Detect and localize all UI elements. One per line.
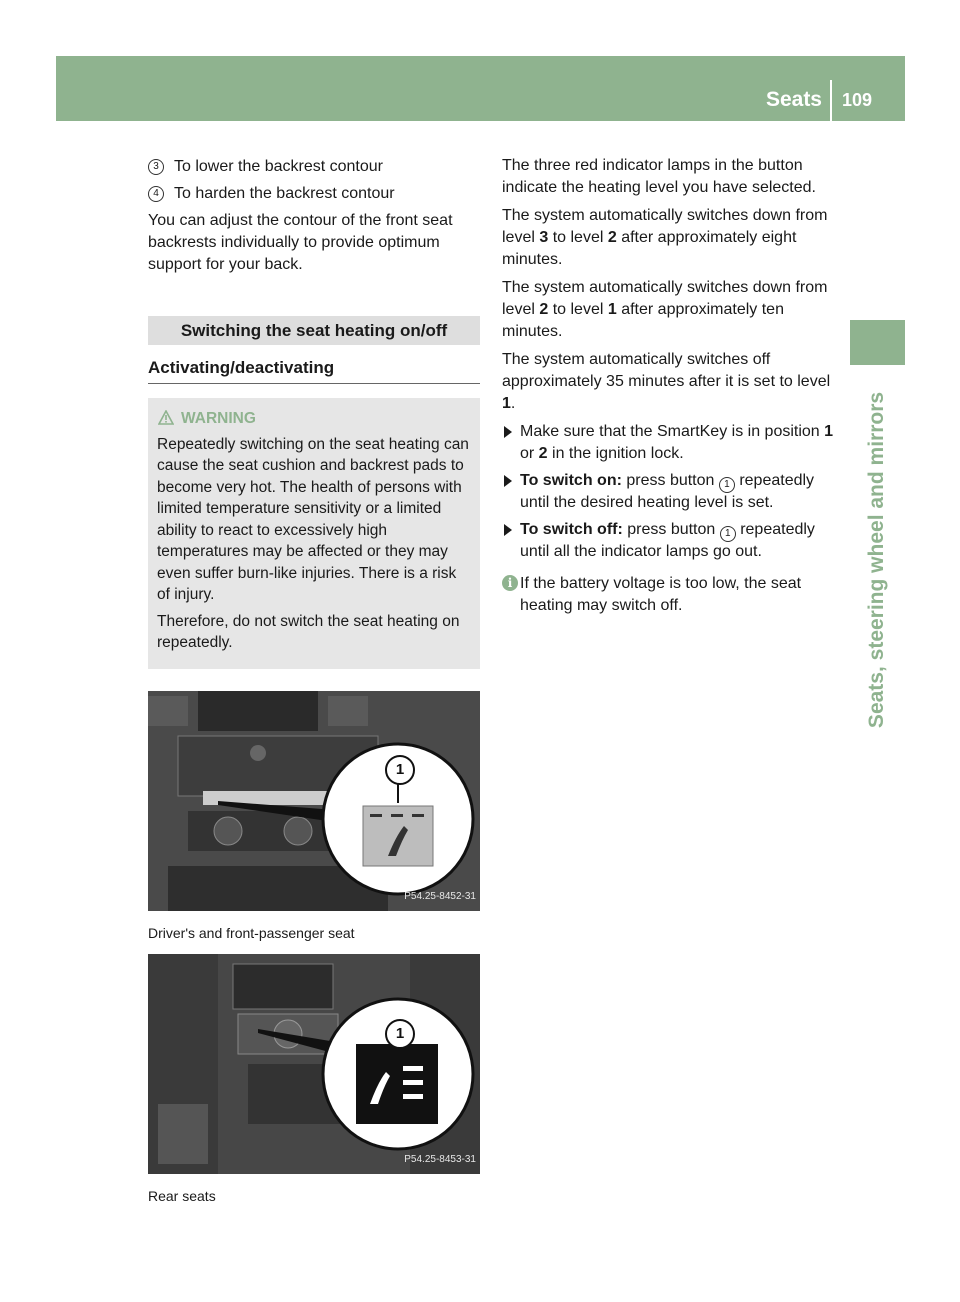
- item-marker: 3: [148, 159, 164, 175]
- item-marker: 1: [720, 526, 736, 542]
- info-icon: i: [502, 575, 518, 591]
- dashboard-illustration: [148, 691, 480, 911]
- text-span: The system automatically switches down from level: [502, 279, 828, 318]
- warning-box: [148, 398, 480, 669]
- paragraph: [502, 205, 837, 271]
- figure-caption: Driver's and front-passenger seat: [148, 924, 355, 941]
- callout-marker: 1: [385, 755, 415, 785]
- warning-label: WARNING: [181, 410, 256, 427]
- position-value: 2: [538, 445, 548, 462]
- position-value: 1: [824, 423, 834, 440]
- level-value: 1: [502, 395, 511, 412]
- instruction-step: [502, 519, 837, 563]
- text-span: after approximately eight minutes.: [502, 229, 797, 268]
- photo-code: P54.25-8452-31: [404, 890, 476, 902]
- step-label: To switch off:: [520, 521, 623, 538]
- text-span: in the ignition lock.: [547, 445, 684, 462]
- left-column: [148, 156, 480, 1207]
- info-text: If the battery voltage is too low, the seat heating may switch off.: [520, 575, 802, 614]
- figure-caption: Rear seats: [148, 1187, 216, 1204]
- text-span: repeatedly until the desired heating level is set.: [520, 472, 815, 511]
- step-arrow-icon: [504, 475, 512, 487]
- level-value: 2: [539, 301, 549, 318]
- level-value: 1: [607, 301, 617, 318]
- dashboard-photo: [148, 691, 480, 911]
- header-title: Seats: [765, 88, 822, 111]
- level-value: 3: [539, 229, 549, 246]
- warning-text: Repeatedly switching on the seat heating can cause the seat cushion and backrest pads to become very hot. The health of persons with limited temperature sensitivity or a limited ability to react to excessively high temperatures may be affected or they may even suffer burn-like injuries. There is a risk of injury.: [157, 435, 469, 603]
- page-number: 109: [842, 90, 873, 110]
- text-span: press button: [622, 521, 720, 538]
- instruction-step: [502, 470, 837, 514]
- rear-console-photo: [148, 954, 480, 1174]
- step-label: To switch on:: [520, 472, 622, 489]
- text-span: .: [510, 395, 516, 412]
- text-span: to level: [548, 229, 608, 246]
- rear-console-illustration: [148, 954, 480, 1174]
- warning-heading: [157, 408, 472, 430]
- text-span: press button: [621, 472, 719, 489]
- photo-code: P54.25-8453-31: [404, 1153, 476, 1165]
- info-note: [502, 573, 837, 617]
- step-arrow-icon: [504, 524, 512, 536]
- paragraph: [502, 277, 837, 343]
- subsection-title: Activating/deactivating: [148, 357, 480, 384]
- text-span: Make sure that the SmartKey is in position: [520, 423, 825, 440]
- list-item-text: To lower the backrest contour: [174, 158, 383, 175]
- paragraph: [502, 349, 837, 415]
- list-item: [148, 183, 480, 205]
- paragraph: The three red indicator lamps in the button indicate the heating level you have selected.: [502, 157, 816, 196]
- warning-triangle-icon: [158, 410, 174, 425]
- header-separator: [830, 80, 832, 121]
- list-item: [148, 156, 480, 178]
- section-title: Switching the seat heating on/off: [148, 316, 480, 345]
- text-span: repeatedly until all the indicator lamps go out.: [520, 521, 815, 560]
- callout-marker: 1: [385, 1019, 415, 1049]
- text-span: or: [520, 445, 539, 462]
- warning-text: Therefore, do not switch the seat heating on repeatedly.: [157, 612, 460, 651]
- side-tab-text: Seats, steering wheel and mirrors: [865, 391, 888, 729]
- item-marker: 1: [719, 477, 735, 493]
- item-marker: 4: [148, 186, 164, 202]
- text-span: The system automatically switches off approximately 35 minutes after it is set to level: [502, 351, 831, 390]
- intro-paragraph: You can adjust the contour of the front seat backrests individually to provide optimum support for your back.: [148, 212, 453, 273]
- text-span: to level: [548, 301, 608, 318]
- right-column: [502, 155, 837, 617]
- instruction-step: [502, 421, 837, 465]
- text-span: The system automatically switches down from level: [502, 207, 828, 246]
- text-span: after approximately ten minutes.: [502, 301, 784, 340]
- level-value: 2: [607, 229, 617, 246]
- step-arrow-icon: [504, 426, 512, 438]
- list-item-text: To harden the backrest contour: [174, 185, 395, 202]
